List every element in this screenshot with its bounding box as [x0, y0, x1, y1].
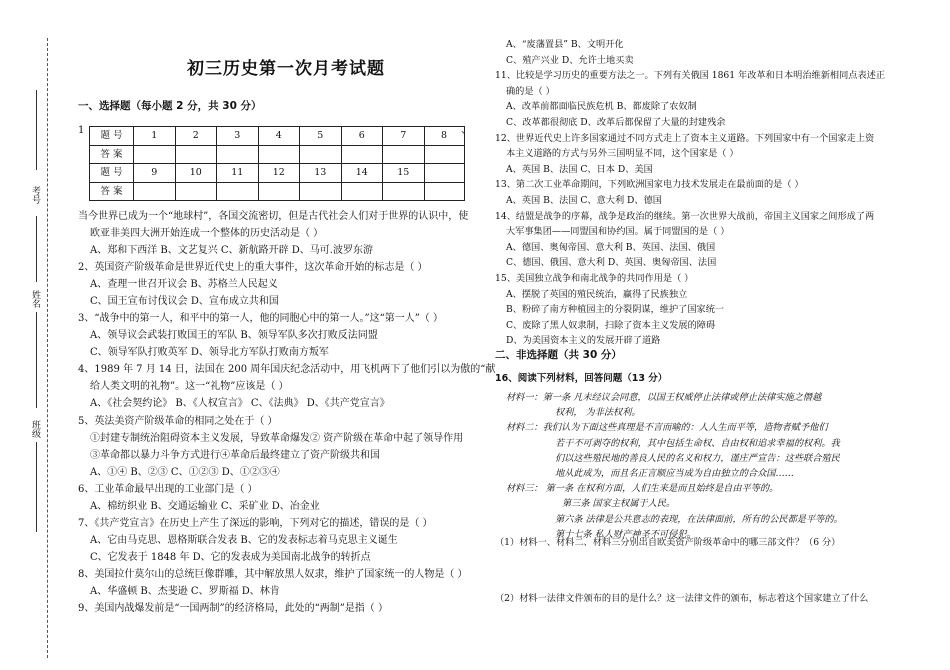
table-cell: 8 — [424, 127, 464, 146]
option-line: A、华盛顿 B、杰斐逊 C、罗斯福 D、林肯 — [90, 585, 280, 597]
xingming-underline-2 — [36, 312, 37, 408]
question-16-heading: 16、阅读下列材料，回答问题（13 分） — [495, 373, 668, 384]
material-line: 材料一：第一条 凡未经议会同意，以国王权威停止法律或停止法律实施之僭越 — [506, 392, 822, 403]
table-cell: 7 — [383, 127, 425, 146]
question-text: 本主义道路的方式与另外三国明显不同，这个国家是（ ） — [506, 148, 739, 160]
answer-cell[interactable] — [424, 145, 464, 164]
kaohao-underline — [36, 90, 37, 170]
question-text: 确的是（ ） — [506, 85, 555, 97]
answer-cell[interactable] — [217, 145, 259, 164]
answer-cell[interactable] — [258, 145, 300, 164]
answer-cell[interactable] — [383, 182, 425, 201]
section-choice-heading: 一、选择题（每小题 2 分，共 30 分） — [78, 100, 262, 112]
question-text: 9、美国内战爆发前是“一国两制”的经济格局，此处的“两制”是指（ ） — [78, 603, 388, 614]
material-line: 若干不可剥夺的权利，其中包括生命权、自由权和追求幸福的权利。我 — [555, 437, 840, 449]
question-16-part-1: （1）材料一、材料二、材料三分别出自欧美资产阶级革命中的哪三部文件？（6 分） — [495, 537, 841, 548]
table-cell: 答 案 — [90, 145, 134, 164]
table-cell: 13 — [300, 164, 342, 183]
question-text: 给人类文明的礼物”。这一“礼物”应该是（ ） — [90, 381, 289, 393]
table-cell: 6 — [341, 127, 383, 146]
question-text: 8、美国拉什莫尔山的总统巨像群雕，其中解放黑人奴隶，维护了国家统一的人物是（ ） — [78, 568, 468, 580]
table-cell: 4 — [258, 127, 300, 146]
table-row — [90, 145, 465, 164]
question-text: 4、1989 年 7 月 14 日，法国在 200 周年国庆纪念活动中，用飞机两下了他们引以为傲的“献 — [78, 364, 496, 376]
section-nonchoice-heading: 二、非选择题（共 30 分） — [495, 349, 622, 361]
question-text: 7、《共产党宣言》在历史上产生了深远的影响，下列对它的描述，错误的是（ ） — [78, 517, 433, 529]
option-line: C、它发表于 1848 年 D、它的发表成为美国南北战争的转折点 — [90, 551, 371, 563]
option-line: C、国王宣布讨伐议会 D、宣布成立共和国 — [90, 296, 279, 308]
answer-cell[interactable] — [300, 145, 342, 164]
table-cell: 题 号 — [90, 127, 134, 146]
page-title: 初三历史第一次月考试题 — [187, 59, 385, 79]
tick-mark: 、 — [461, 125, 471, 136]
question-text: 2、英国资产阶级革命是世界近代史上的重大事件，这次革命开始的标志是（ ） — [78, 262, 428, 274]
banji-underline — [36, 442, 37, 532]
question-text: 5、英法美资产阶级革命的相同之处在于（ ） — [78, 415, 278, 427]
option-line: A、英国 B、法国 C、日本 D、美国 — [506, 163, 653, 175]
option-line: A、领导议会武装打败国王的军队 B、领导军队多次打败反法同盟 — [90, 330, 378, 342]
answer-cell[interactable] — [383, 145, 425, 164]
option-line: A、英国 B、法国 C、意大利 D、德国 — [506, 195, 662, 206]
answer-cell[interactable] — [175, 145, 217, 164]
answer-cell[interactable] — [175, 182, 217, 201]
question-text: 12、世界近代史上许多国家通过不同方式走上了资本主义道路。下列国家中有一个国家走上资 — [495, 132, 875, 144]
option-line: C、改革都很彻底 D、改革后都保留了大量的封建残余 — [506, 117, 726, 128]
material-line: 第六条 法律是公共意志的表现，在法律面前，所有的公民都是平等的。 — [555, 513, 843, 525]
table-cell: 5 — [300, 127, 342, 146]
answer-cell[interactable] — [424, 182, 464, 201]
table-cell: 答 案 — [90, 182, 134, 201]
answer-cell[interactable] — [217, 182, 259, 201]
option-line: C、废除了黑人奴隶制，扫除了资本主义发展的障碍 — [506, 319, 716, 331]
table-cell: 15 — [383, 164, 425, 183]
material-line: 们以这些殖民地的善良人民的名义和权力，谨庄严宣告：这些联合殖民 — [555, 452, 840, 464]
label-xingming: 姓名 — [30, 290, 40, 308]
question-16-part-2: （2）材料一法律文件颁布的目的是什么？这一法律文件的颁布，标志着这个国家建立了什么 — [495, 593, 869, 604]
question-text: 当今世界已成为一个“地球村”，各国交流密切，但是古代社会人们对于世界的认识中，使 — [78, 211, 469, 222]
table-row — [90, 164, 465, 183]
option-line: C、殖产兴业 D、允许土地买卖 — [506, 54, 634, 66]
question-text: 15、美国独立战争和南北战争的共同作用是（ ） — [495, 273, 694, 284]
option-line: A、棉纺织业 B、交通运输业 C、采矿业 D、冶金业 — [90, 500, 320, 512]
option-line: A、①④ B、②③ C、①②③ D、①②③④ — [90, 466, 280, 478]
label-banji: 班级 — [30, 420, 40, 438]
option-line: A、郑和下西洋 B、文艺复兴 C、新航路开辟 D、马可.波罗东游 — [90, 245, 373, 257]
option-line: A、“废藩置县” B、文明开化 — [506, 39, 624, 50]
answer-cell[interactable] — [300, 182, 342, 201]
question-text: 13、第二次工业革命期间，下列欧洲国家电力技术发展走在最前面的是（ ） — [495, 179, 804, 191]
option-line: A、查理一世召开议会 B、苏格兰人民起义 — [90, 279, 278, 291]
table-cell: 11 — [217, 164, 259, 183]
binding-line — [47, 38, 48, 658]
table-row — [90, 182, 465, 201]
table-cell: 题 号 — [90, 164, 134, 183]
table-row — [90, 127, 465, 146]
table-cell: 1 — [134, 127, 176, 146]
option-line: B、粉碎了南方种植园主的分裂阴谋，维护了国家统一 — [506, 304, 725, 316]
question-text: 6、工业革命最早出现的工业部门是（ ） — [78, 483, 258, 495]
question-1-number: 1 — [78, 125, 85, 136]
table-cell: 12 — [258, 164, 300, 183]
question-text: 3、“战争中的第一人，和平中的第一人，他的同胞心中的第一人。”这“第一人”（ ） — [78, 313, 443, 325]
xingming-underline — [36, 216, 37, 282]
statement-line: ①封建专制统治阻碍资本主义发展，导致革命爆发② 资产阶级在革命中起了领导作用 — [90, 432, 464, 444]
option-line: D、为美国资本主义的发展开辟了道路 — [506, 335, 661, 347]
label-kaohao: 考号 — [30, 186, 40, 204]
question-text: 14、结盟是战争的序幕，战争是政治的继续。第一次世界大战前，帝国主义国家之间形成了两 — [495, 210, 875, 222]
material-line: 材料二：我们认为下面这些真理是不言而喻的：人人生而平等，造物者赋予他们 — [506, 422, 828, 434]
question-text: 大军事集团——同盟国和协约国。属于同盟国的是（ ） — [506, 226, 730, 238]
option-line: C、领导军队打败英军 D、领导北方军队打败南方叛军 — [90, 347, 329, 359]
option-line: A、改革前都面临民族危机 B、都废除了农奴制 — [506, 101, 697, 113]
answer-cell[interactable] — [134, 182, 176, 201]
question-text: 欧亚非美四大洲开始连成一个整体的历史活动是（ ） — [90, 228, 324, 240]
answer-cell[interactable] — [134, 145, 176, 164]
option-line: A、摆脱了英国的殖民统治，赢得了民族独立 — [506, 288, 688, 300]
table-cell: 3 — [217, 127, 259, 146]
material-line: 权利， 为非法权利。 — [555, 407, 641, 419]
statement-line: ③革命都以暴力斗争方式进行④革命后最终建立了资产阶级共和国 — [90, 449, 380, 461]
answer-cell[interactable] — [258, 182, 300, 201]
option-line: A、《社会契约论》 B、《人权宣言》 C、《法典》 D、《共产党宣言》 — [90, 398, 390, 410]
table-cell: 2 — [175, 127, 217, 146]
table-cell — [424, 164, 464, 183]
table-cell: 9 — [134, 164, 176, 183]
material-line: 第三条 国家主权属于人民。 — [562, 498, 676, 510]
question-text: 11、比较是学习历史的重要方法之一。下列有关俄国 1861 年改革和日本明治维新相同点表述正 — [495, 70, 886, 82]
answer-cell[interactable] — [341, 182, 383, 201]
option-line: A、它由马克思、恩格斯联合发表 B、它的发表标志着马克思主义诞生 — [90, 534, 398, 546]
material-line: 地从此成为，而且名正言顺应当成为自由独立的合众国…… — [555, 468, 794, 479]
material-line: 材料三： 第一条 在权利方面，人们生来是而且始终是自由平等的。 — [506, 483, 779, 495]
option-line: A、德国、奥匈帝国、意大利 B、英国、法国、俄国 — [506, 241, 716, 253]
table-cell: 14 — [341, 164, 383, 183]
option-line: C、德国、俄国、意大利 D、英国、奥匈帝国、法国 — [506, 257, 717, 269]
answer-table — [89, 126, 465, 201]
answer-cell[interactable] — [341, 145, 383, 164]
material-line: 第十七条 私人财产神圣不可侵犯。 — [555, 528, 696, 540]
table-cell: 10 — [175, 164, 217, 183]
